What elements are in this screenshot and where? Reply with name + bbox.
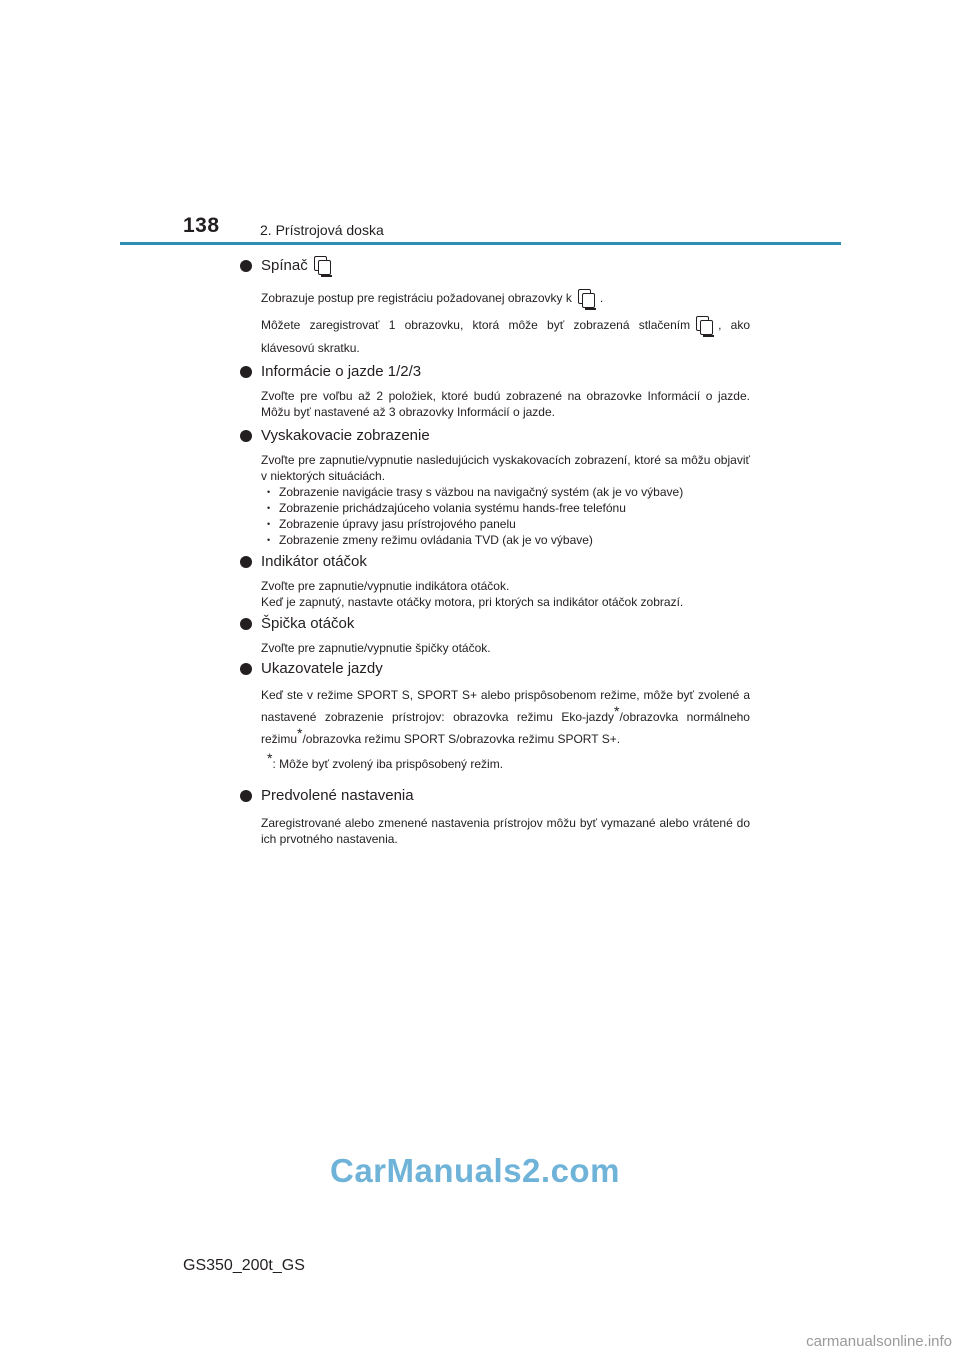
item-heading	[240, 659, 750, 679]
item-title: Predvolené nastavenia	[261, 786, 414, 804]
description-text: Môžete zaregistrovať 1 obrazovku, ktorá môže byť zobrazená stlačením	[261, 318, 691, 332]
bullet-icon	[240, 663, 252, 675]
copy-screen-icon	[576, 288, 596, 310]
copy-screen-icon	[312, 255, 332, 277]
description-paragraph: Zaregistrované alebo zmenené nastavenia prístrojov môžu byť vymazané alebo vrátené do ich prvotného nastavenia.	[261, 815, 750, 846]
item-title: Ukazovatele jazdy	[261, 659, 383, 677]
item-description	[261, 288, 750, 359]
item-title: Vyskakovacie zobrazenie	[261, 426, 430, 444]
asterisk: *	[614, 702, 620, 719]
footnote-text: : Môže byť zvolený iba prispôsobený režim.	[272, 756, 504, 771]
item-rev-indicator	[240, 552, 750, 610]
item-heading	[240, 614, 750, 634]
description-text: Zobrazuje postup pre registráciu požadovanej obrazovky k	[261, 291, 572, 306]
item-description	[261, 388, 750, 420]
bullet-icon	[240, 430, 252, 442]
item-description	[261, 452, 750, 548]
description-text: /obrazovka režimu SPORT S/obrazovka režimu SPORT S+.	[302, 731, 621, 746]
item-heading	[240, 256, 750, 276]
item-title: Špička otáčok	[261, 614, 355, 632]
description-paragraph	[261, 314, 750, 359]
item-title: Indikátor otáčok	[261, 552, 367, 570]
item-defaults	[240, 786, 750, 847]
item-description	[261, 815, 750, 847]
item-title: Spínač	[261, 257, 308, 274]
model-code: GS350_200t_GS	[183, 1257, 305, 1274]
item-description	[261, 578, 750, 610]
page-number: 138	[183, 214, 220, 237]
bullet-icon	[240, 366, 252, 378]
site-url-link[interactable]: carmanualsonline.info	[806, 1333, 952, 1350]
description-text: .	[599, 291, 604, 306]
asterisk: *	[267, 749, 273, 766]
description-text: Keď ste v režime SPORT S, SPORT S+ alebo prispôsobenom režime, môže byť zvolené a nastavené zobrazenie prístrojov: obrazovka režimu Eko-jazdy	[261, 687, 750, 724]
item-switch	[240, 256, 750, 359]
description-paragraph	[261, 288, 750, 310]
watermark-link[interactable]: CarManuals2.com	[330, 1152, 620, 1189]
list-item: • Zobrazenie zmeny režimu ovládania TVD (ak je vo výbave)	[261, 532, 750, 548]
description-paragraph	[261, 684, 750, 750]
list-item: • Zobrazenie úpravy jasu prístrojového panelu	[261, 516, 750, 532]
description-paragraph: Zvoľte pre voľbu až 2 položiek, ktoré budú zobrazené na obrazovke Informácií o jazde. Môžu byť nastavené až 3 obrazovky Informácií o jazde.	[261, 388, 750, 419]
item-heading	[240, 552, 750, 572]
bullet-icon	[240, 618, 252, 630]
settings-list	[240, 256, 750, 847]
description-text: /obrazovka normálneho režimu	[261, 709, 750, 746]
header-rule	[120, 242, 841, 245]
description-paragraph: Zvoľte pre zapnutie/vypnutie indikátora otáčok.	[261, 578, 510, 593]
asterisk: *	[297, 724, 303, 741]
bullet-icon	[240, 556, 252, 568]
footnote	[267, 749, 750, 772]
description-text: , ako klávesovú skratku.	[261, 318, 751, 355]
popup-list	[261, 484, 750, 548]
item-heading	[240, 786, 750, 806]
section-title: 2. Prístrojová doska	[260, 222, 384, 238]
item-rev-peak	[240, 614, 750, 656]
item-title: Informácie o jazde 1/2/3	[261, 362, 422, 380]
item-popup	[240, 426, 750, 548]
bullet-icon	[240, 260, 252, 272]
item-heading	[240, 362, 750, 382]
list-item: • Zobrazenie prichádzajúceho volania systému hands-free telefónu	[261, 500, 750, 516]
item-description	[261, 640, 750, 656]
bullet-icon	[240, 790, 252, 802]
description-paragraph: Zvoľte pre zapnutie/vypnutie nasledujúcich vyskakovacích zobrazení, ktoré sa môžu objaviť v niektorých situáciách.	[261, 452, 750, 483]
copy-screen-icon	[694, 315, 714, 337]
item-heading	[240, 426, 750, 446]
list-item: • Zobrazenie navigácie trasy s väzbou na navigačný systém (ak je vo výbave)	[261, 484, 750, 500]
description-paragraph: Keď je zapnutý, nastavte otáčky motora, pri ktorých sa indikátor otáčok zobrazí.	[261, 594, 684, 609]
item-drive-indicators	[240, 659, 750, 772]
item-trip-info	[240, 362, 750, 420]
description-paragraph: Zvoľte pre zapnutie/vypnutie špičky otáčok.	[261, 640, 491, 655]
item-description	[261, 684, 750, 772]
